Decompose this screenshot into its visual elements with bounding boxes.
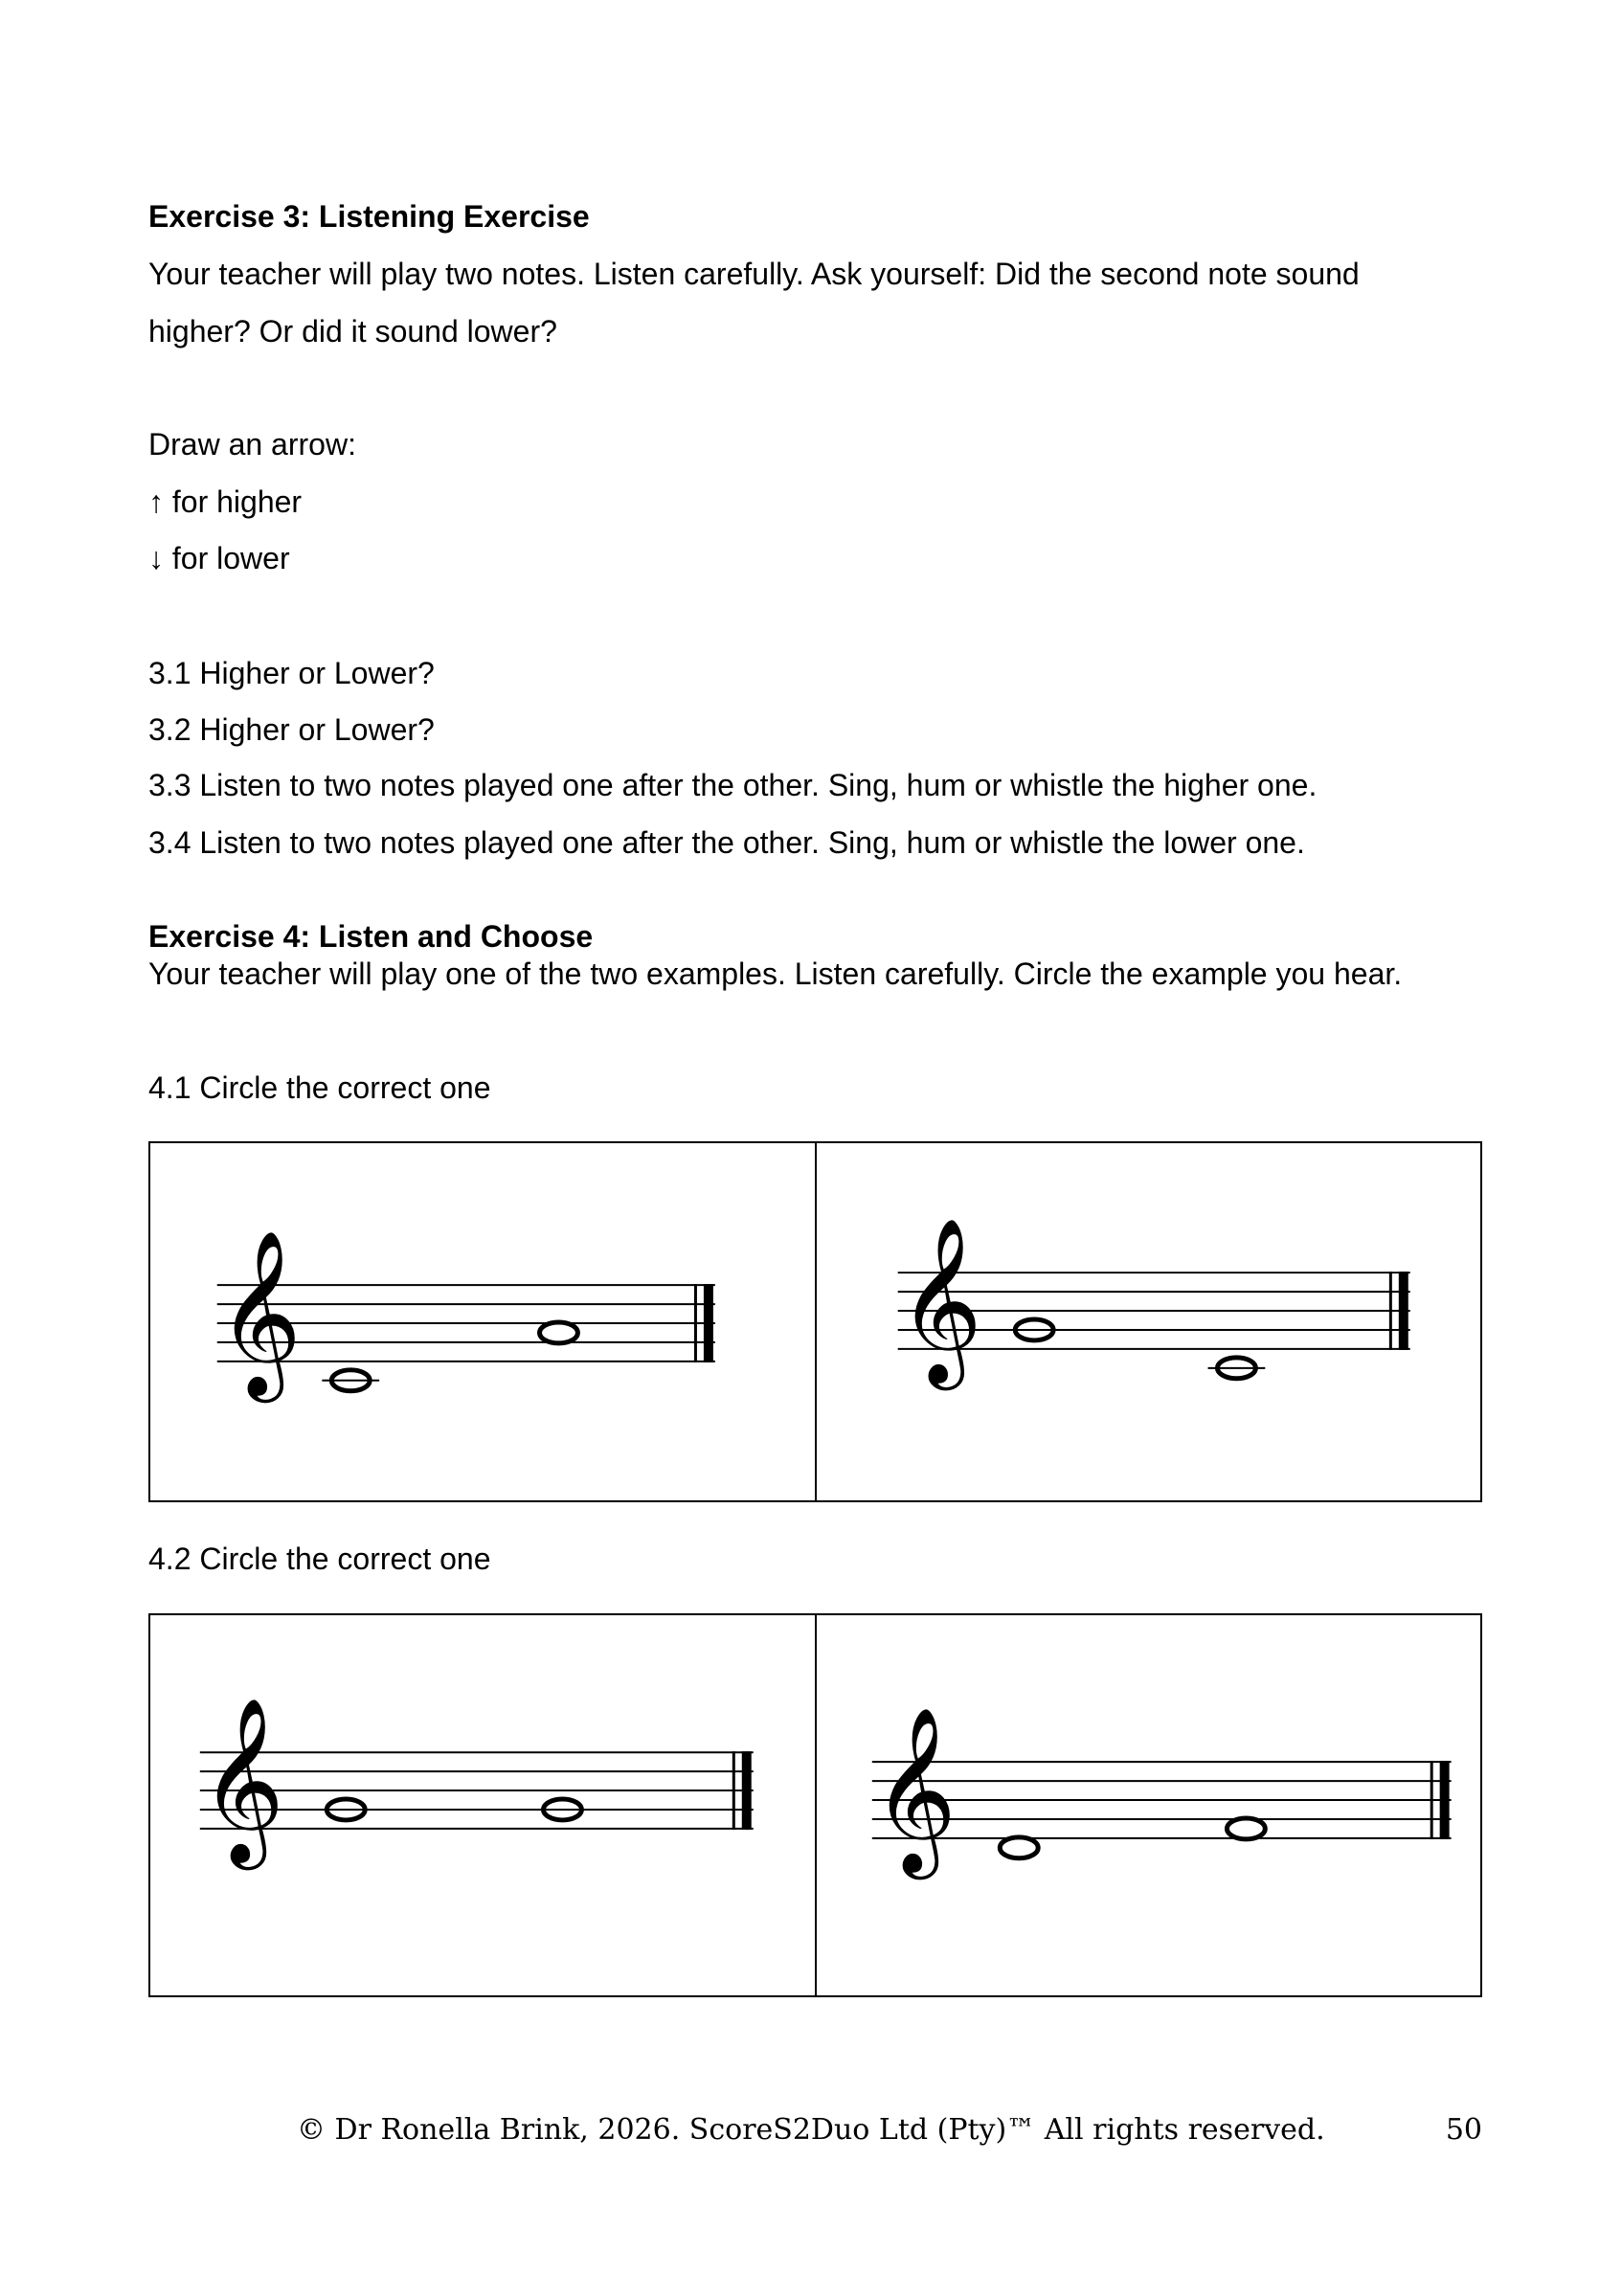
- exercise-3-intro-line-2: higher? Or did it sound lower?: [148, 314, 557, 349]
- exercise-4-intro: Your teacher will play one of the two examples. Listen carefully. Circle the example you hear.: [148, 957, 1403, 991]
- whole-note-g4: [1227, 1818, 1265, 1839]
- option-4-2-a[interactable]: [150, 1615, 815, 1995]
- staff-4-1-a: [150, 1143, 815, 1500]
- treble-clef-icon: 𝄞: [897, 1216, 982, 1384]
- treble-clef-icon: 𝄞: [199, 1696, 285, 1863]
- exercise-3-heading: Exercise 3: Listening Exercise: [148, 199, 590, 234]
- question-4-1-options: [148, 1141, 1482, 1502]
- question-4-1-label: 4.1 Circle the correct one: [148, 1070, 491, 1105]
- treble-clef-icon: 𝄞: [216, 1228, 303, 1396]
- exercise-4-heading: Exercise 4: Listen and Choose: [148, 919, 594, 954]
- staff-4-2-b: [817, 1615, 1481, 1995]
- treble-clef-icon: 𝄞: [871, 1705, 957, 1873]
- question-4-2-options: [148, 1613, 1482, 1997]
- lower-arrow-key: ↓ for lower: [148, 541, 290, 575]
- option-4-1-b[interactable]: [815, 1143, 1481, 1500]
- option-4-2-b[interactable]: [815, 1615, 1481, 1995]
- option-4-1-a[interactable]: [150, 1143, 815, 1500]
- whole-note-e4: [1000, 1837, 1038, 1858]
- exercise-3-intro-line-1: Your teacher will play two notes. Listen carefully. Ask yourself: Did the second note sound: [148, 257, 1360, 291]
- page-number: 50: [1445, 2113, 1482, 2147]
- whole-note-g4: [540, 1322, 578, 1343]
- item-3-1: 3.1 Higher or Lower?: [148, 656, 435, 690]
- staff-4-2-a: [150, 1615, 815, 1995]
- item-3-4: 3.4 Listen to two notes played one after the other. Sing, hum or whistle the lower one.: [148, 825, 1305, 860]
- question-4-2-label: 4.2 Circle the correct one: [148, 1542, 491, 1576]
- item-3-2: 3.2 Higher or Lower?: [148, 712, 435, 747]
- staff-4-1-b: [817, 1143, 1481, 1500]
- copyright-notice: © Dr Ronella Brink, 2026. ScoreS2Duo Ltd (Pty)™ All rights reserved.: [297, 2113, 1325, 2147]
- draw-arrow-prompt: Draw an arrow:: [148, 427, 356, 461]
- higher-arrow-key: ↑ for higher: [148, 484, 303, 519]
- item-3-3: 3.3 Listen to two notes played one after the other. Sing, hum or whistle the higher one.: [148, 768, 1318, 802]
